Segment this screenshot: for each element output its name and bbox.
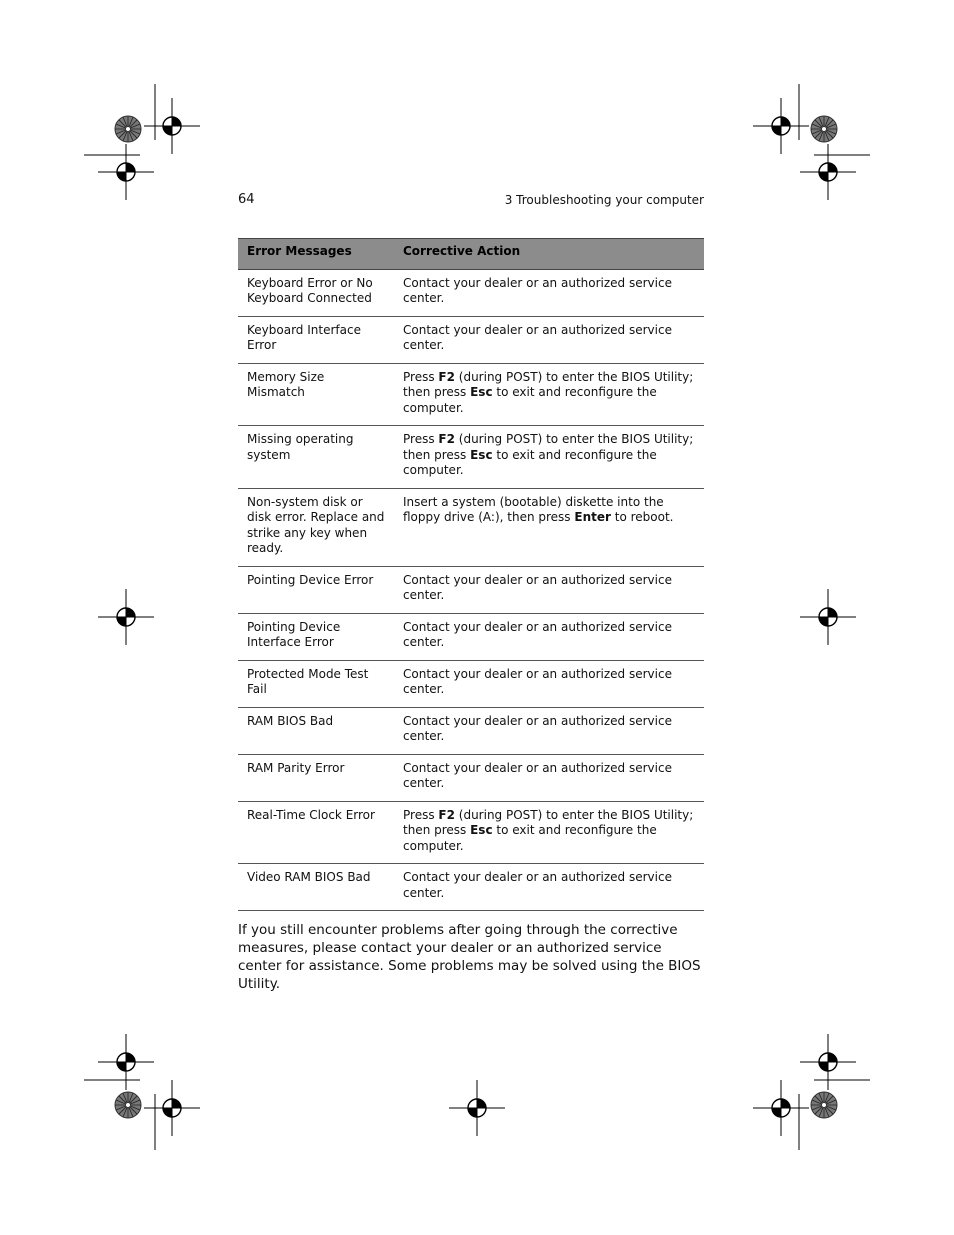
action-text: Press xyxy=(403,807,439,822)
table-row xyxy=(238,864,704,911)
corrective-action-cell xyxy=(394,864,704,911)
table-row xyxy=(238,316,704,363)
corrective-action-cell xyxy=(394,660,704,707)
error-message-cell: Pointing Device Interface Error xyxy=(238,613,394,660)
page-number: 64 xyxy=(238,192,255,207)
key-name: Enter xyxy=(574,510,611,524)
action-text: Contact your dealer or an authorized service center. xyxy=(403,322,672,352)
error-message-cell: Keyboard Error or No Keyboard Connected xyxy=(238,269,394,316)
corrective-action-cell xyxy=(394,566,704,613)
table-row xyxy=(238,613,704,660)
key-name: F2 xyxy=(438,432,455,446)
corrective-action-cell xyxy=(394,613,704,660)
action-text: Contact your dealer or an authorized service center. xyxy=(403,275,672,305)
corrective-action-cell xyxy=(394,269,704,316)
action-text: to exit and reconfigure the computer. xyxy=(403,823,657,853)
key-name: F2 xyxy=(438,369,455,384)
table-row xyxy=(238,363,704,426)
action-text: (during POST) to enter the BIOS Utility; then press xyxy=(403,807,694,837)
action-text: Contact your dealer or an authorized service center. xyxy=(403,870,672,900)
corrective-action-cell xyxy=(394,363,704,426)
corrective-action-cell xyxy=(394,754,704,801)
corrective-action-cell xyxy=(394,488,704,566)
key-name: Esc xyxy=(470,823,493,837)
action-text: Contact your dealer or an authorized service center. xyxy=(403,572,672,602)
table-body xyxy=(238,269,704,911)
action-text: (during POST) to enter the BIOS Utility; then press xyxy=(403,432,694,462)
corrective-action-cell xyxy=(394,316,704,363)
action-text: Press xyxy=(403,369,439,384)
table-row xyxy=(238,660,704,707)
column-header-corrective-action: Corrective Action xyxy=(394,239,704,270)
table-row xyxy=(238,269,704,316)
action-text: to reboot. xyxy=(610,510,674,524)
table-row xyxy=(238,426,704,489)
action-text: to exit and reconfigure the computer. xyxy=(403,385,657,415)
corrective-action-cell xyxy=(394,426,704,489)
action-text: (during POST) to enter the BIOS Utility; then press xyxy=(403,369,694,399)
error-message-cell: Missing operating system xyxy=(238,426,394,489)
corrective-action-cell xyxy=(394,801,704,864)
running-header: 3 Troubleshooting your computer xyxy=(504,193,704,207)
action-text: Contact your dealer or an authorized service center. xyxy=(403,760,672,790)
error-messages-table xyxy=(238,238,704,911)
key-name: Esc xyxy=(470,447,493,462)
error-message-cell: Memory Size Mismatch xyxy=(238,363,394,426)
action-text: Press xyxy=(403,432,439,446)
table-row xyxy=(238,566,704,613)
error-message-cell: Protected Mode Test Fail xyxy=(238,660,394,707)
table-row xyxy=(238,488,704,566)
action-text: Contact your dealer or an authorized service center. xyxy=(403,713,672,743)
corrective-action-cell xyxy=(394,707,704,754)
error-message-cell: RAM Parity Error xyxy=(238,754,394,801)
action-text: Contact your dealer or an authorized service center. xyxy=(403,666,672,696)
action-text: Insert a system (bootable) diskette into the floppy drive (A:), then press xyxy=(403,494,664,524)
closing-paragraph: If you still encounter problems after going through the corrective measures, please contact your dealer or an authorized service center for assistance. Some problems may be solved using the BIOS Utility. xyxy=(238,922,701,992)
key-name: Esc xyxy=(470,385,493,399)
error-message-cell: Real-Time Clock Error xyxy=(238,801,394,864)
table-header-row xyxy=(238,239,704,270)
error-message-cell: Pointing Device Error xyxy=(238,566,394,613)
key-name: F2 xyxy=(438,807,455,822)
table-row xyxy=(238,707,704,754)
action-text: Contact your dealer or an authorized service center. xyxy=(403,619,672,649)
action-text: to exit and reconfigure the computer. xyxy=(403,447,657,477)
error-message-cell: Keyboard Interface Error xyxy=(238,316,394,363)
error-message-cell: Video RAM BIOS Bad xyxy=(238,864,394,911)
error-message-cell: RAM BIOS Bad xyxy=(238,707,394,754)
table-row xyxy=(238,801,704,864)
error-message-cell: Non-system disk or disk error. Replace and strike any key when ready. xyxy=(238,488,394,566)
column-header-error-messages: Error Messages xyxy=(238,239,394,270)
table-row xyxy=(238,754,704,801)
